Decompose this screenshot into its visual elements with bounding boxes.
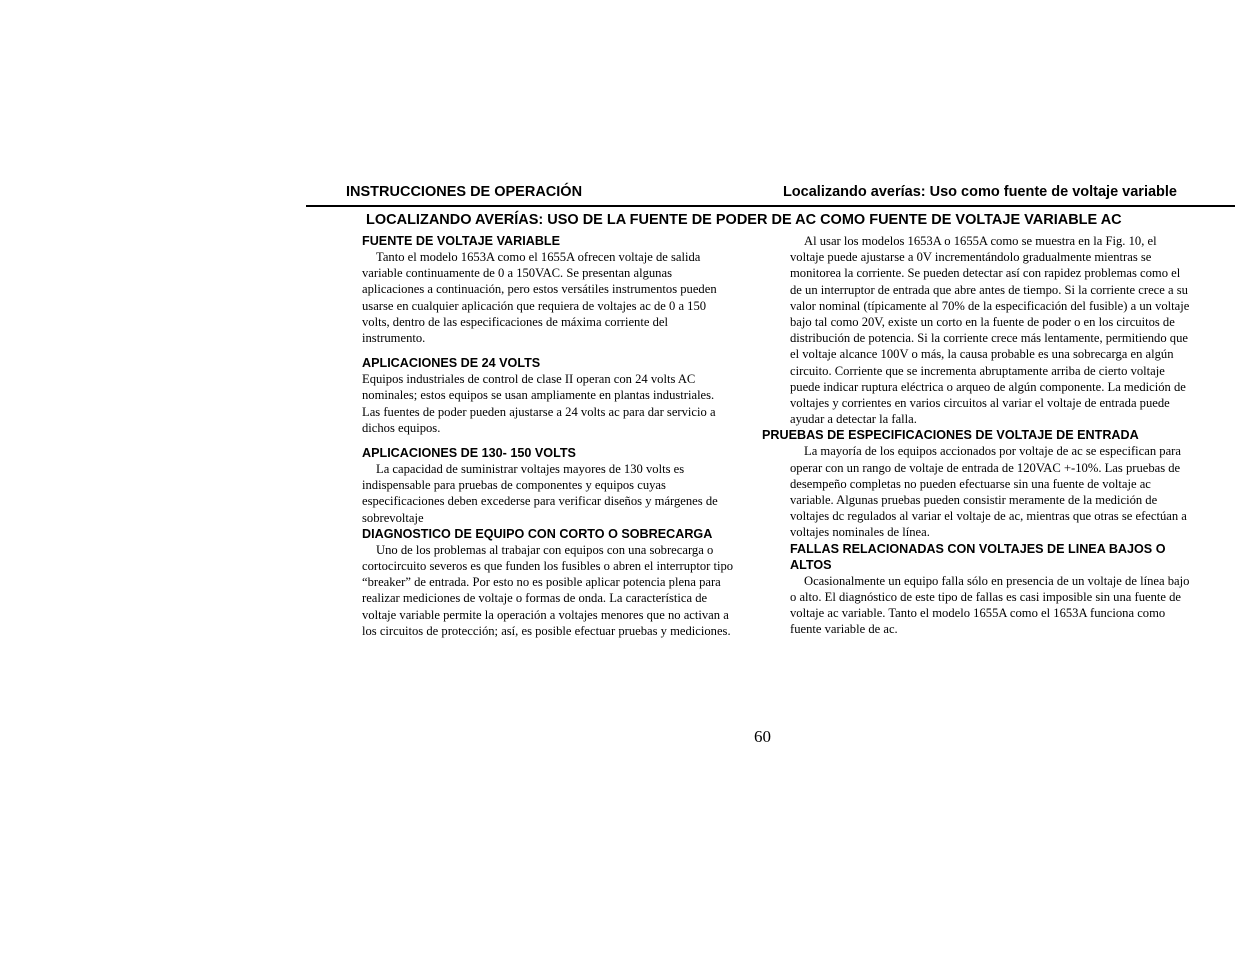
header-rule <box>306 205 1235 207</box>
section-heading-24-volts: APLICACIONES DE 24 VOLTS <box>362 356 541 371</box>
section-heading-variable-voltage: FUENTE DE VOLTAJE VARIABLE <box>362 234 561 248</box>
left-column <box>362 233 734 639</box>
section-heading-line-voltage-faults: FALLAS RELACIONADAS CON VOLTAJES DE LINEA BAJOS O ALTOS <box>790 541 1166 572</box>
section-body-input-spec-tests: La mayoría de los equipos accionados por voltaje de ac se especifican para operar con un rango de voltaje de entrada de 120VAC +-10%. Las pruebas de desempeño completas no pueden efectuarse sin una fuente de voltaje ac variable. Algunas pruebas pueden consistir meramente de la medición de voltajes dc regulados al variar el voltaje de ac, mientras que otras se efectúan a voltajes nominales de línea. <box>790 444 1187 540</box>
paragraph-fig10-usage: Al usar los modelos 1653A o 1655A como se muestra en la Fig. 10, el voltaje puede ajustarse a 0V incrementándolo gradualmente mientras se monitorea la corriente. Se pueden detectar así con rapidez problemas como el de un interruptor de entrada que abre antes de tiempo. Si la corriente crece a su valor nominal (típicamente al 70% de la especificación del fusible) a un voltaje bajo tal como 20V, existe un corto en la fuente de poder o en los circuitos de distribución de potencia. Si la corriente crece más lentamente, permitiendo que el voltaje alcance 100V o más, la causa probable es una sobrecarga en algún circuito. Corriente que se incrementa abruptamente arriba de cierto voltaje puede indicar ruptura eléctrica o arqueo de algún componente. La medición de voltajes y corrientes en varios circuitos al variar el voltaje de entrada puede ayudar a detectar la falla. <box>790 234 1190 427</box>
section-heading-input-spec-tests: PRUEBAS DE ESPECIFICACIONES DE VOLTAJE DE ENTRADA <box>762 428 1139 443</box>
running-header-right: Localizando averías: Uso como fuente de voltaje variable <box>782 184 1177 200</box>
page-number: 60 <box>754 727 771 746</box>
right-column <box>762 233 1192 637</box>
section-body-short-diagnosis: Uno de los problemas al trabajar con equipos con una sobrecarga o cortocircuito severos es que funden los fusibles o abren el interruptor tipo “breaker” de entrada. Por esto no es posible aplicar potencia plena para realizar mediciones de voltaje o formas de onda. La característica de voltaje variable permite la operación a voltajes menores que no activan a los circuitos de protección; así, es posible efectuar pruebas y mediciones. <box>362 542 734 638</box>
section-body-24-volts: Equipos industriales de control de clase II operan con 24 volts AC nominales; estos equipos se usan ampliamente en plantas industriales. Las fuentes de poder pueden ajustarse a 24 volts ac para dar servicio a dichos equipos. <box>362 372 716 435</box>
section-body-line-voltage-faults: Ocasionalmente un equipo falla sólo en presencia de un voltaje de línea bajo o alto. El diagnóstico de este tipo de fallas es casi imposible sin una fuente de voltaje ac variable. Tanto el modelo 1655A como el 1653A funciona como fuente variable de ac. <box>790 573 1190 637</box>
running-header-left: INSTRUCCIONES DE OPERACIÓN <box>346 184 583 200</box>
page-title: LOCALIZANDO AVERÍAS: USO DE LA FUENTE DE PODER DE AC COMO FUENTE DE VOLTAJE VARIABLE AC <box>366 212 1122 228</box>
section-body-130-150-volts: La capacidad de suministrar voltajes mayores de 130 volts es indispensable para pruebas de componentes y equipos cuyas especificaciones deben excederse para verificar diseños y márgenes de sobrevoltaje <box>362 462 718 525</box>
section-heading-130-150-volts: APLICACIONES DE 130- 150 VOLTS <box>362 446 576 461</box>
section-heading-short-diagnosis: DIAGNOSTICO DE EQUIPO CON CORTO O SOBRECARGA <box>362 526 713 541</box>
section-body-variable-voltage: Tanto el modelo 1653A como el 1655A ofrecen voltaje de salida variable continuamente de 0 a 150VAC. Se presentan algunas aplicaciones a continuación, pero estos versátiles instrumentos pueden usarse en cualquier aplicación que requiera de voltajes ac de 0 a 150 volts, dentro de las especificaciones de máxima corriente del instrumento. <box>362 250 717 346</box>
